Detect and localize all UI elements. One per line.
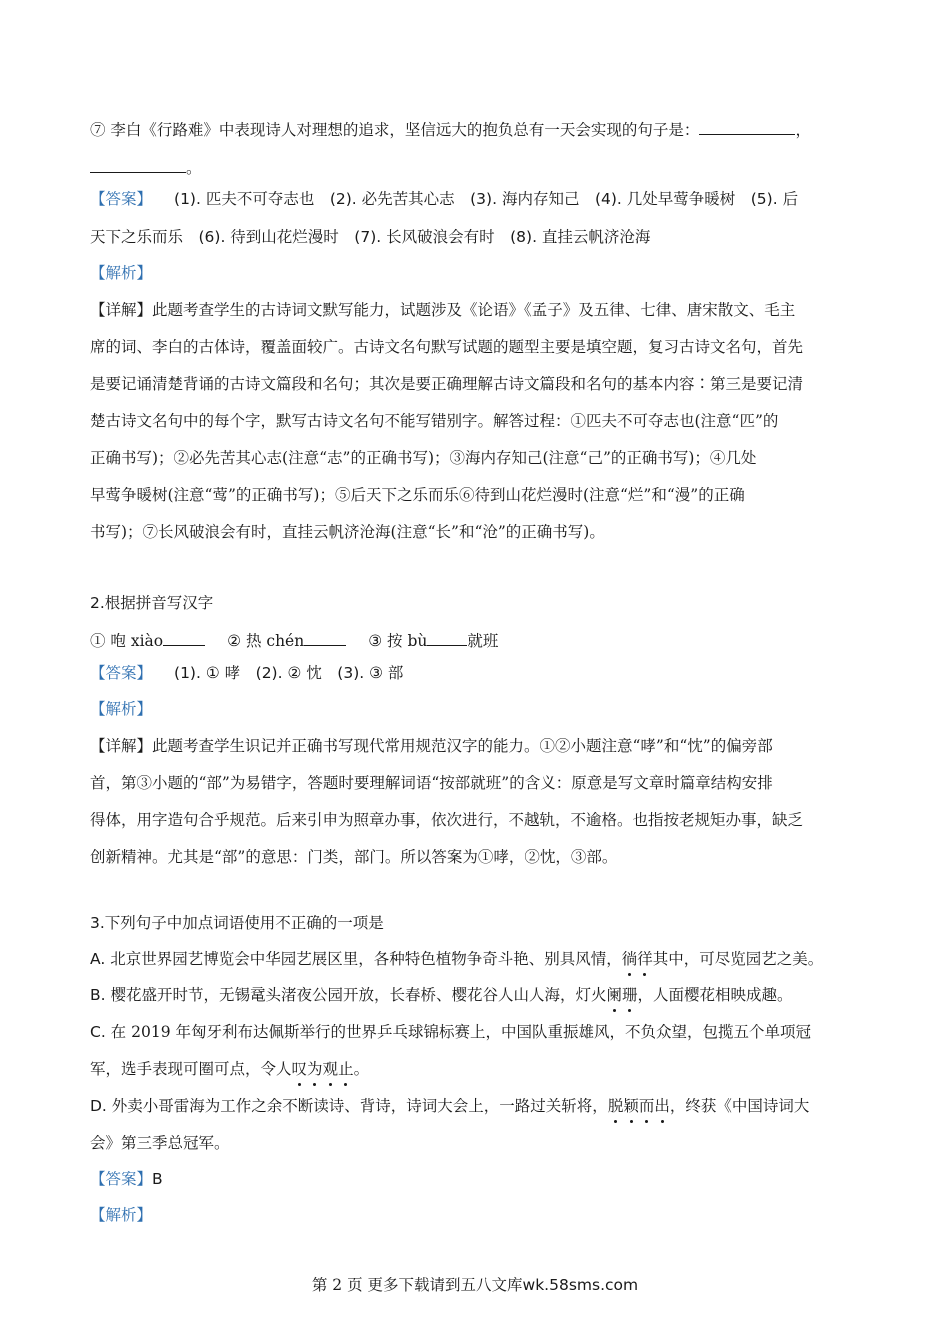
option-c-text-tail: 。 (353, 1060, 370, 1078)
q3-option-c (90, 1021, 870, 1043)
dotted-char: 观 (322, 1060, 339, 1078)
q1-detail-line: 【详解】此题考查学生的古诗词文默写能力，试题涉及《论语》《孟子》及五律、七律、唐宋散文、毛主 (90, 301, 796, 319)
option-d-text: 外卖小哥雷海为工作之余不断读诗、背诗，诗词大会上，一路过关斩将， (106, 1097, 608, 1115)
q3-option-c-line2 (90, 1058, 870, 1080)
answer-blank (699, 117, 795, 135)
option-c-text-2: 军，选手表现可圈可点，令人 (90, 1060, 292, 1078)
option-a-text-tail: 其中，可尽览园艺之美。 (652, 950, 824, 968)
dotted-char: 而 (638, 1097, 655, 1115)
question-2-title: 2.根据拼音写汉字 (90, 594, 214, 612)
q3-option-b (90, 984, 870, 1006)
q2-detail-line: 得体，用字造句合乎规范。后来引申为照章办事，依次进行，不越轨，不逾格。也指按老规矩办事，缺乏 (90, 811, 804, 829)
q2-item-3-tail: 就班 (467, 632, 499, 650)
footer-site-link[interactable]: wk.58sms.com (522, 1276, 639, 1294)
page-footer (0, 1274, 950, 1296)
dotted-char: 珊 (622, 986, 638, 1004)
answer-tag: 【答案】 (90, 1170, 153, 1188)
analysis-tag: 【解析】 (90, 264, 153, 282)
option-c-text: 在 2019 年匈牙利布达佩斯举行的世界乒乓球锦标赛上，中国队重振雄风，不负众望，包揽五个单项冠 (105, 1023, 811, 1041)
comma: ， (795, 121, 811, 139)
option-a-label: A. (90, 950, 106, 968)
answer-blank (427, 628, 467, 646)
q1-answer-text-1: (1). 匹夫不可夺志也 (2). 必先苦其心志 (3). 海内存知己 (4). 几处早莺争暖树 (5). 后 (174, 190, 799, 208)
dotted-char: 阑 (606, 986, 623, 1004)
q2-item-2: ② 热 chén (227, 632, 305, 650)
dotted-char: 止 (338, 1060, 354, 1078)
period: 。 (186, 159, 202, 177)
q2-answer-text: (1). ① 哮 (2). ② 忱 (3). ③ 部 (174, 664, 404, 682)
q2-item-1: ① 咆 xiào (90, 632, 164, 650)
dotted-char: 脱 (607, 1097, 624, 1115)
dotted-char: 徉 (637, 950, 653, 968)
option-d-label: D. (90, 1097, 107, 1115)
footer-page-text: 第 2 页 更多下载请到五八文库 (311, 1276, 523, 1294)
q1-detail-line: 是要记诵清楚背诵的古诗文篇段和名句；其次是要正确理解古诗文篇段和名句的基本内容∶第三是要记清 (90, 375, 804, 393)
q2-detail-line: 首，第③小题的“部”为易错字，答题时要理解词语“按部就班”的含义：原意是写文章时篇章结构安排 (90, 774, 773, 792)
answer-blank (90, 155, 186, 173)
question-2-items (90, 628, 870, 650)
dotted-char: 出 (654, 1097, 670, 1115)
q2-answer-line (90, 662, 870, 684)
answer-blank (163, 628, 205, 646)
dotted-char: 为 (307, 1060, 323, 1078)
question-1-item-7 (90, 117, 870, 139)
q3-analysis-tag-line (90, 1204, 870, 1226)
q1-detail-line: 书写)；⑦长风破浪会有时，直挂云帆济沧海(注意“长”和“沧”的正确书写)。 (90, 523, 605, 541)
option-d-text-tail: ，终获《中国诗词大 (669, 1097, 810, 1115)
q1-answer-line-1 (90, 188, 870, 210)
option-c-label: C. (90, 1023, 106, 1041)
answer-tag: 【答案】 (90, 664, 153, 682)
q3-answer-line (90, 1168, 870, 1190)
q1-analysis-tag-line (90, 262, 870, 284)
q3-option-a (90, 948, 870, 970)
option-a-text: 北京世界园艺博览会中华园艺展区里，各种特色植物争奇斗艳、别具风情， (105, 950, 622, 968)
dotted-char: 叹 (291, 1060, 308, 1078)
q1-detail-line: 早莺争暖树(注意“莺”的正确书写)；⑤后天下之乐而乐⑥待到山花烂漫时(注意“烂”和“漫”的正确 (90, 486, 745, 504)
question-1-item-7-line2 (90, 155, 870, 177)
q2-detail-line: 创新精神。尤其是“部”的意思：门类，部门。所以答案为①哮，②忱，③部。 (90, 848, 618, 866)
option-b-text: 樱花盛开时节，无锡鼋头渚夜公园开放，长春桥、樱花谷人山人海，灯火 (105, 986, 607, 1004)
question-1-item-7-text: ⑦ 李白《行路难》中表现诗人对理想的追求，坚信远大的抱负总有一天会实现的句子是： (90, 121, 700, 139)
q3-option-d (90, 1095, 870, 1117)
q1-detail-line: 席的词、李白的古体诗，覆盖面较广。古诗文名句默写试题的题型主要是填空题，复习古诗文名句，首先 (90, 338, 804, 356)
analysis-tag: 【解析】 (90, 1206, 153, 1224)
dotted-char: 徜 (621, 950, 638, 968)
analysis-tag: 【解析】 (90, 700, 153, 718)
q2-detail-line: 【详解】此题考查学生识记并正确书写现代常用规范汉字的能力。①②小题注意“哮”和“忱”的偏旁部 (90, 737, 773, 755)
dotted-char: 颖 (623, 1097, 639, 1115)
q3-option-d-line2: 会》第三季总冠军。 (90, 1134, 230, 1152)
q1-detail-line: 正确书写)；②必先苦其心志(注意“志”的正确书写)；③海内存知己(注意“己”的正确书写)；④几处 (90, 449, 757, 467)
question-3-title: 3.下列句子中加点词语使用不正确的一项是 (90, 914, 384, 932)
q2-item-3: ③ 按 bù (368, 632, 428, 650)
q1-detail-line: 楚古诗文名句中的每个字，默写古诗文名句不能写错别字。解答过程：①匹夫不可夺志也(注意“匹”的 (90, 412, 779, 430)
q3-answer-text: B (152, 1170, 163, 1188)
q1-answer-line-2 (90, 226, 870, 248)
q1-answer-text-2: 天下之乐而乐 (6). 待到山花烂漫时 (7). 长风破浪会有时 (8). 直挂云帆济沧海 (90, 228, 651, 246)
answer-tag: 【答案】 (90, 190, 153, 208)
answer-blank (304, 628, 346, 646)
q2-analysis-tag-line (90, 698, 870, 720)
option-b-label: B. (90, 986, 106, 1004)
option-b-text-tail: ，人面樱花相映成趣。 (637, 986, 793, 1004)
